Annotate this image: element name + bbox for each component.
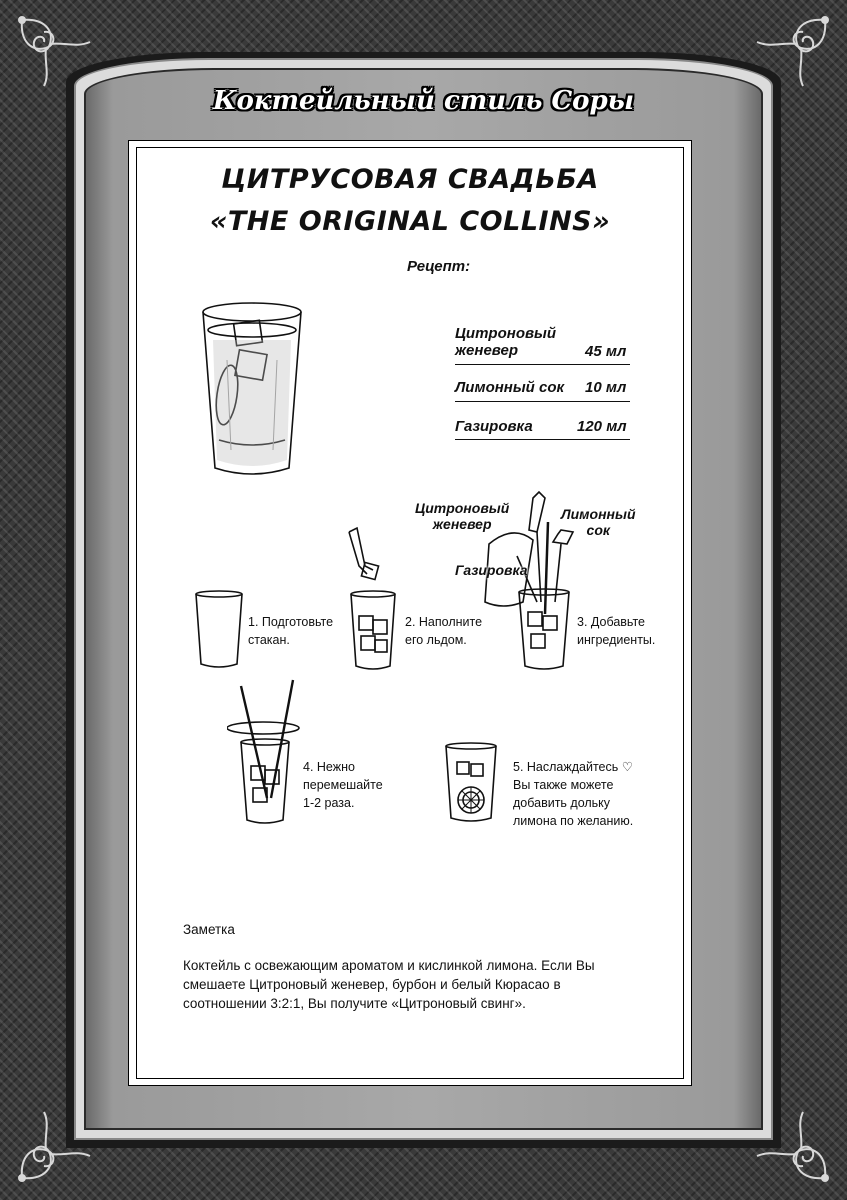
label-gin: Цитроновый женевер xyxy=(415,500,510,532)
divider xyxy=(455,439,630,440)
step-3-text: 3. Добавьте ингредиенты. xyxy=(577,615,656,647)
ingredient-name-1: Цитроновый женевер xyxy=(455,325,557,359)
recipe-title-line1: ЦИТРУСОВАЯ СВАДЬБА xyxy=(221,164,599,195)
ingredient-name-3: Газировка xyxy=(455,418,533,435)
collins-glass-illustration xyxy=(197,300,307,480)
ingredient-name-2: Лимонный сок xyxy=(455,379,565,396)
header-title: Коктейльный стиль Соры xyxy=(212,86,635,116)
stirring-glass-icon xyxy=(227,676,307,828)
recipe-label: Рецепт: xyxy=(407,258,471,275)
ingredient-amount-1: 45 мл xyxy=(585,343,627,360)
empty-glass-icon xyxy=(193,590,245,670)
ingredient-amount-3: 120 мл xyxy=(577,418,627,435)
note-text: Коктейль с освежающим ароматом и кислинкой лимона. Если Вы смешаете Цитроновый женевер, бурбон и белый Кюрасао в соотношении 3:2:1, Вы получите «Цитроновый свинг». xyxy=(183,958,595,1011)
ice-glass-icon xyxy=(343,524,403,672)
recipe-title-line2: «THE ORIGINAL COLLINS» xyxy=(209,206,611,237)
divider xyxy=(455,401,630,402)
divider xyxy=(455,364,630,365)
label-soda: Газировка xyxy=(455,562,528,578)
step-4-text: 4. Нежно перемешайте 1-2 раза. xyxy=(303,760,383,810)
step-2-text: 2. Наполните его льдом. xyxy=(405,615,483,647)
recipe-card xyxy=(136,147,684,1079)
label-lemon-juice: Лимонный сок xyxy=(561,506,636,538)
finished-cocktail-icon xyxy=(443,740,499,824)
note-heading: Заметка xyxy=(183,922,235,937)
step-1-text: 1. Подготовьте стакан. xyxy=(248,615,334,647)
step-5-text: 5. Наслаждайтесь ♡ Вы также можете добавить дольку лимона по желанию. xyxy=(513,760,634,828)
ingredient-amount-2: 10 мл xyxy=(585,379,627,396)
